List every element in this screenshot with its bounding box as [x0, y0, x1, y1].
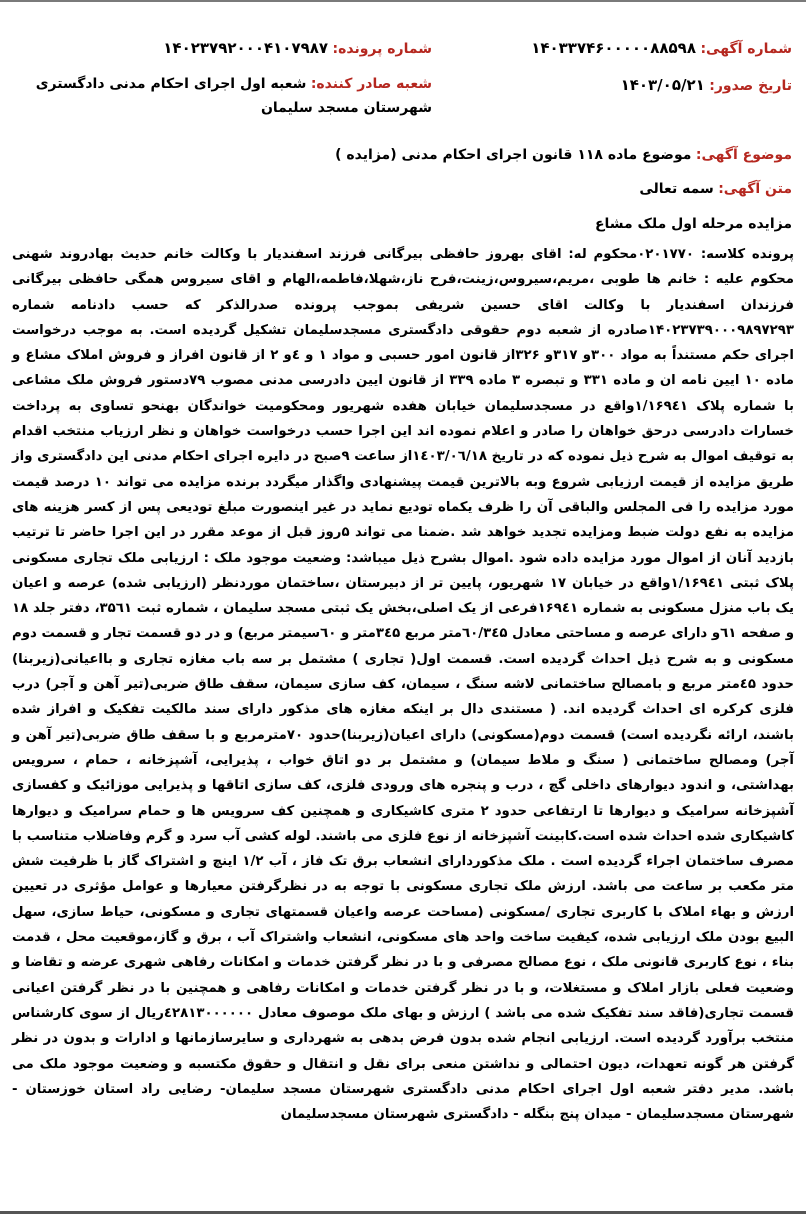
- ad-number-value: ۱۴۰۳۳۷۴۶۰۰۰۰۰۸۸۵۹۸: [531, 39, 696, 57]
- notice-header: [14, 30, 792, 120]
- notice-subject: [14, 144, 792, 166]
- case-number-value: ۱۴۰۲۳۷۹۲۰۰۰۴۱۰۷۹۸۷: [163, 39, 329, 57]
- case-number-label: شماره پرونده:: [332, 41, 432, 57]
- text-head-value: سمه تعالی: [639, 181, 714, 197]
- notice-text-head: [14, 178, 792, 200]
- case-number: [163, 38, 432, 59]
- subject-value: موضوع ماده ۱۱۸ قانون اجرای احکام مدنی (مزایده ): [335, 147, 692, 163]
- issuing-branch: [12, 72, 432, 120]
- text-head-label: متن آگهی:: [718, 181, 792, 197]
- notice-body: پرونده کلاسه: ۰۲۰۱۷۷۰محکوم له: اقای بهروز حافظی بیرگانی فرزند اسفندیار با وکالت خانم حدیث بهادروند شهنی محکوم علیه : خانم ها طوبی ،مریم،سیروس،زینت،فرح ناز،شهلا،فاطمه،الهام و اقای سیروس همگی حافظی بیرگانی فرزندان اسفندیار با وکالت اقای حسین شریفی بموجب پرونده صدرالذکر که حسب دادنامه شماره ۱۴۰۲۳۷۳۹۰۰۰۹۸۹۷۲۹۳صادره از شعبه دوم حقوقی دادگستری مسجدسلیمان تشکیل گردیده است. به موجب درخواست اجرای حکم مستنداً به مواد ۳۰۰و ۳۱۷و ۳۲۶از قانون امور حسبی و مواد ۱ و ٤و ۲ از قانون افراز و فروش املاک مشاع و ماده ۱۰ ایین نامه ان و ماده ۳۳۱ و تبصره ۳ ماده ۳۳۹ از قانون ایین دادرسی مدنی مصوب ۷۹دستور فروش ملک مشاعی با شماره پلاک ۱/۱۶۹٤۱واقع در مسجدسلیمان خیابان هفده شهریور ومحکومیت خواندگان بهنحو تساوی به پرداخت خسارات دادرسی درحق خواهان را صادر و اعلام نموده اند این اجرا حسب درخواست خواهان و نظر ارزیاب منتخب اقدام به توقیف اموال به شرح ذیل نموده که در تاریخ ۱٤۰۳/۰٦/۱۸از ساعت ۹صبح در دایره اجرای احکام مدنی این دادگستری واز طریق مزایده از قیمت ارزیابی شروع وبه بالاترین قیمت پیشنهادی واگذار میگردد برنده مزایده می تواند ۱۰ درصد قیمت مورد مزایده را فی المجلس والباقی آن را ظرف یکماه تودیع نماید در غیر اینصورت مبلغ تودیعی پس از کسر هزینه های مزایده به نفع دولت ضبط ومزایده تجدید خواهد شد .ضمنا می تواند ۵روز قبل از موعد مقرر در این اجرا حاضر تا ترتیب بازدید آنان از اموال مورد مزایده داده شود .اموال بشرح ذیل میباشد: وضعیت موجود ملک : ارزیابی ملک تجاری مسکونی پلاک ثبتی ۱/۱۶۹٤۱واقع در خیابان ۱۷ شهریور، پایین تر از دبیرستان ،ساختمان موردنظر (ارزیابی شده) عرصه و اعیان یک باب منزل مسکونی به شماره ۱۶۹٤۱فرعی از یک اصلی،بخش یک ثبتی مسجد سلیمان ، شماره ثبت ۳۵٦۱، دفتر جلد ۱۸ و صفحه ٦۱و دارای عرصه و مساحتی معادل ٦۰/۳٤۵متر مربع ۳٤۵متر و ٦۰سیمتر مربع) و در دو قسمت تجار و قسمت دوم مسکونی و به شرح ذیل احداث گردیده است. قسمت اول( تجاری ) مشتمل بر سه باب مغازه تجاری و بااعیانی(زیربنا) حدود ٤۵متر مربع و بامصالح ساختمانی لاشه سنگ ، سیمان، کف سازی سیمان، سقف طاق ضربی(تیر آهن و آجر) درب فلزی کرکره ای احداث گردیده اند. ( مستندی دال بر اینکه مغازه های مذکور دارای سند مالکیت تفکیک و افراز شده باشند، ارائه نگردیده است) قسمت دوم(مسکونی) دارای اعیان(زیربنا)حدود ۷۰مترمربع و با سقف طاق ضربی(تیر آهن و آجر) ومصالح ساختمانی ( سنگ و ملاط سیمان) و مشتمل بر دو اتاق خواب ، پذیرایی، آشپزخانه ، حمام ، سرویس بهداشتی، و اندود دیوارهای داخلی گچ ، درب و پنجره های ورودی فلزی، کف سازی اتاقها و پذیرایی موزائیک و کفسازی آشپزخانه سرامیک و دیوارها تا ارتفاعی حدود ۲ متری کاشیکاری و همچنین کف سرویس ها و حمام سرامیک و دیوارها کاشیکاری شده احداث شده است.کابینت آشپزخانه از نوع فلزی می باشند. لوله کشی آب سرد و گرم وفاضلاب متناسب با مصرف ساختمان اجراء گردیده است . ملک مذکوردارای انشعاب برق تک فاز ، آب ۱/۲ اینچ و اشتراک گاز با ظرفیت شش متر مکعب بر ساعت می باشد. ارزش ملک تجاری مسکونی با توجه به در نظرگرفتن معیارها و عوامل مؤثری در تعیین ارزش و بهاء املاک با کاربری تجاری /مسکونی (مساحت عرصه واعیان قسمتهای تجاری و مسکونی، حیاط سازی، سهل البیع بودن ملک ارزیابی شده، کیفیت ساخت واحد های مسکونی، انشعاب واشتراک آب ، برق و گاز،موقعیت محل ، قدمت بناء ، نوع کاربری قانونی ملک ، نوع مصالح مصرفی و با در نظر گرفتن خدمات و امکانات رفاهی شهری عرضه و تقاضا و وضعیت فعلی بازار املاک و مستغلات، و با در نظر گرفتن خدمات و امکانات رفاهی و همچنین با در نظر گرفتن اعیانی قسمت تجاری(فاقد سند تفکیک شده می باشد ) ارزش و بهای ملک موصوف معادل ٤۲۸۱۳۰۰۰۰۰۰ریال از سوی کارشناس منتخب برآورد گردیده است. ارزیابی انجام شده بدون فرض بدهی به شهرداری و سایرسازمانها و ادارات و بدون در نظر گرفتن هر گونه تعهدات، دیون احتمالی و نداشتن منعی برای نقل و انتقال و حقوق مکتسبه و وضعیت موجود ملک می باشد. مدیر دفتر شعبه اول اجرای احکام مدنی دادگستری شهرستان مسجد سلیمان- رضایی راد استان خوزستان - شهرستان مسجدسلیمان - میدان پنج بنگله - دادگستری شهرستان مسجدسلیمان: [12, 247, 795, 1123]
- issuing-branch-value: شعبه اول اجرای احکام مدنی دادگستری شهرستان مسجد سلیمان: [35, 76, 432, 116]
- bottom-border: [0, 1211, 806, 1214]
- issue-date-value: ۱۴۰۳/۰۵/۲۱: [620, 76, 705, 94]
- top-border: [0, 0, 806, 2]
- subject-label: موضوع آگهی:: [695, 147, 792, 163]
- ad-number-label: شماره آگهی:: [700, 41, 792, 57]
- notice-heading: مزایده مرحله اول ملک مشاع: [594, 216, 792, 232]
- ad-number: [531, 38, 792, 59]
- issuing-branch-label: شعبه صادر کننده:: [310, 76, 432, 92]
- issue-date-label: تاریخ صدور:: [709, 78, 792, 94]
- issue-date: [621, 75, 792, 96]
